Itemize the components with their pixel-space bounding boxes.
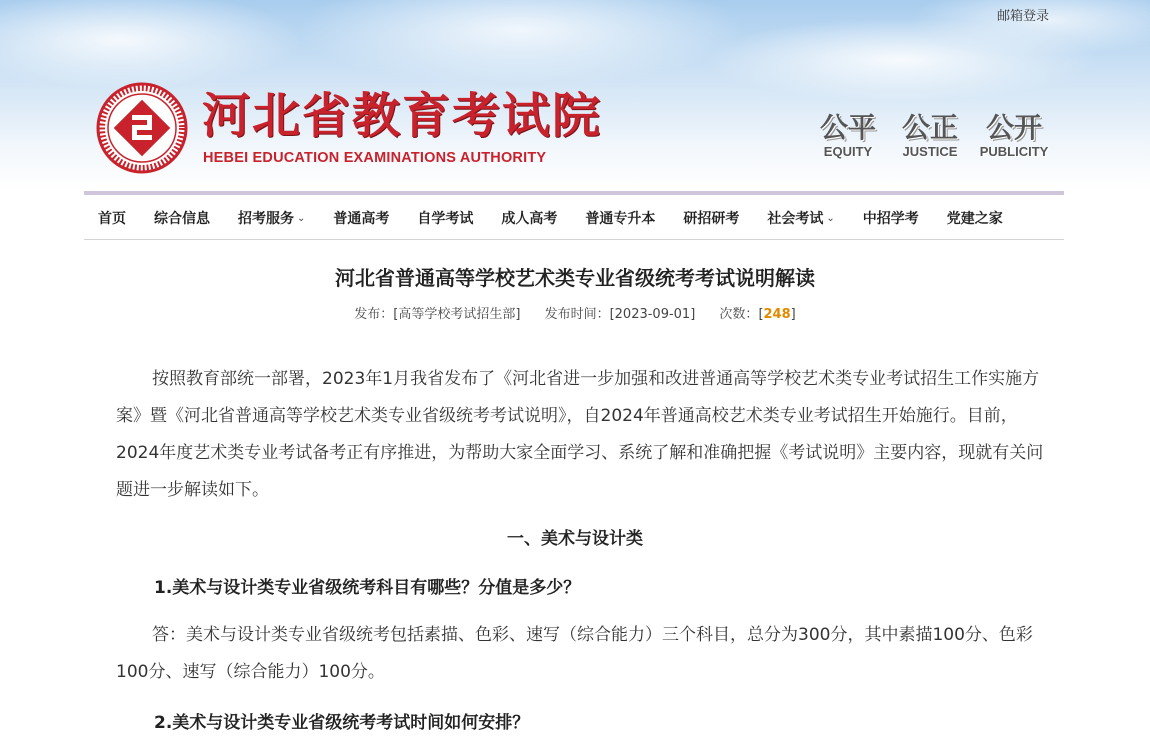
nav-item-exam-services[interactable]	[224, 197, 319, 239]
nav-label: 党建之家	[946, 211, 1003, 227]
publisher-value: [高等学校考试招生部]	[393, 307, 521, 322]
nav-item-upgrade[interactable]	[571, 197, 669, 239]
nav-label: 综合信息	[154, 211, 210, 227]
nav-label: 社会考试	[767, 211, 824, 227]
nav-item-party[interactable]	[933, 197, 1017, 239]
logo-title-en: HEBEI EDUCATION EXAMINATIONS AUTHORITY	[203, 150, 547, 166]
nav-label: 自学考试	[417, 211, 474, 227]
nav-item-self-study[interactable]	[403, 197, 487, 239]
motto-cn: 公平	[819, 111, 876, 144]
answer-1: 答：美术与设计类专业省级统考包括素描、色彩、速写（综合能力）三个科目，总分为300分，其中素描100分、色彩100分、速写（综合能力）100分。	[116, 625, 1033, 682]
nav-label: 研招研考	[683, 211, 740, 227]
motto-justice	[890, 112, 970, 159]
meta-publisher	[354, 307, 520, 322]
nav-label: 普通高考	[333, 211, 390, 227]
nav-item-gaokao[interactable]	[319, 197, 403, 239]
logo-title-cn: 河北省教育考试院	[202, 88, 603, 144]
nav-item-general-info[interactable]	[140, 197, 224, 239]
intro-paragraph: 按照教育部统一部署，2023年1月我省发布了《河北省进一步加强和改进普通高等学校艺术类专业考试招生工作实施方案》暨《河北省普通高等学校艺术类专业省级统考考试说明》，自2024年普通高校艺术类专业考试招生开始施行。目前，2024年度艺术类专业考试备考正有序推进，为帮助大家全面学习、系统了解和准确把握《考试说明》主要内容，现就有关问题进一步解读如下。	[116, 369, 1044, 500]
authority-seal-logo	[96, 82, 188, 174]
nav-item-graduate[interactable]	[669, 197, 753, 239]
motto-en: JUSTICE	[902, 144, 958, 159]
question-2: 2.美术与设计类专业省级统考考试时间如何安排？	[154, 713, 530, 733]
hits-label: 次数：	[719, 307, 759, 322]
nav-label: 首页	[98, 211, 126, 227]
nav-label: 普通专升本	[585, 211, 656, 227]
publisher-label: 发布：	[354, 307, 394, 322]
motto-en: PUBLICITY	[979, 144, 1049, 159]
nav-bottom-divider	[84, 239, 1064, 240]
meta-date	[545, 307, 696, 322]
article-title: 河北省普通高等学校艺术类专业省级统考考试说明解读	[335, 266, 815, 290]
chevron-down-icon: ⌄	[826, 212, 835, 224]
motto-en: EQUITY	[823, 144, 873, 159]
motto-cn: 公正	[901, 111, 958, 144]
meta-hits	[719, 307, 795, 322]
motto-cn: 公开	[985, 111, 1042, 144]
site-header	[0, 0, 1150, 190]
section-heading: 一、美术与设计类	[507, 529, 643, 549]
article-meta	[0, 303, 1150, 322]
main-nav	[84, 197, 1064, 239]
question-1: 1.美术与设计类专业省级统考科目有哪些？分值是多少？	[154, 578, 581, 598]
motto-publicity	[974, 112, 1054, 159]
hits-count: 248	[763, 307, 791, 322]
nav-item-zhongkao[interactable]	[849, 197, 933, 239]
hits-close: ]	[790, 307, 796, 322]
nav-item-adult-exam[interactable]	[487, 197, 571, 239]
chevron-down-icon: ⌄	[297, 212, 306, 224]
nav-item-social-exam[interactable]	[753, 197, 848, 239]
date-value: [2023-09-01]	[609, 307, 696, 322]
date-label: 发布时间：	[544, 307, 610, 322]
nav-label: 成人高考	[501, 211, 558, 227]
nav-item-home[interactable]	[84, 197, 140, 239]
hits-open: [	[758, 307, 764, 322]
motto-equity	[808, 112, 888, 159]
nav-top-divider	[84, 191, 1064, 195]
nav-label: 招考服务	[238, 211, 294, 227]
nav-label: 中招学考	[862, 211, 919, 227]
mail-login-link[interactable]: 邮箱登录	[997, 9, 1050, 24]
